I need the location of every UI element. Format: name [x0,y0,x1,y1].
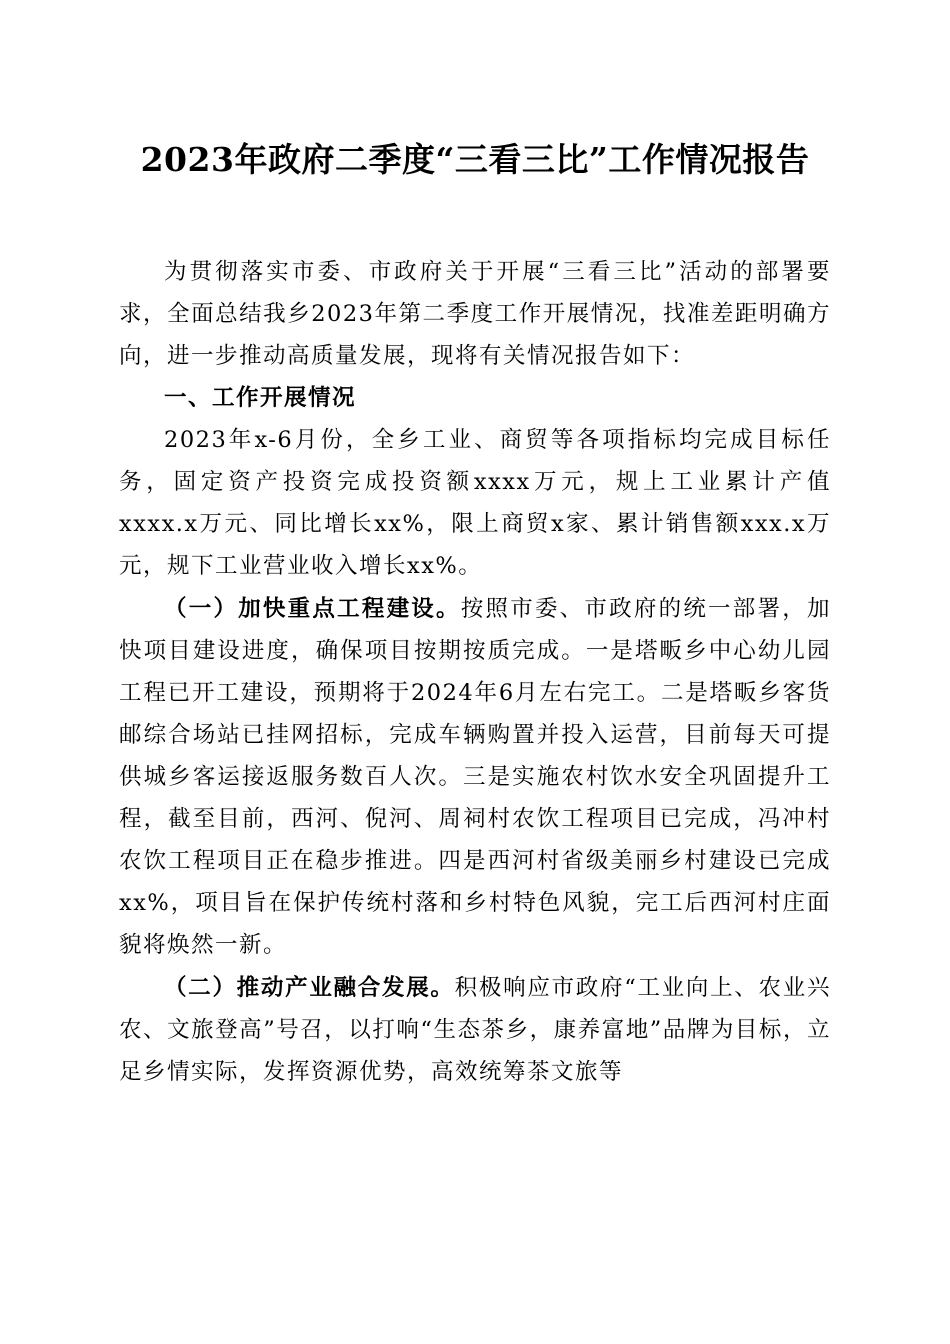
item-one-lead: （一）加快重点工程建设。 [164,596,461,622]
item-two-lead: （二）推动产业融合发展。 [164,975,455,1001]
document-body [119,251,831,1093]
item-one-paragraph [119,588,831,966]
intro-paragraph: 为贯彻落实市委、市政府关于开展“三看三比”活动的部署要求，全面总结我乡2023年第二季度工作开展情况，找准差距明确方向，进一步推动高质量发展，现将有关情况报告如下： [119,259,831,369]
section-heading: 一、工作开展情况 [164,385,357,411]
item-two-paragraph [119,967,831,1093]
summary-paragraph: 2023年x-6月份，全乡工业、商贸等各项指标均完成目标任务，固定资产投资完成投资额xxxx万元，规上工业累计产值xxxx.x万元、同比增长xx%，限上商贸x家、累计销售额xxx.x万元，规下工业营业收入增长xx%。 [119,427,831,579]
item-one-body: 按照市委、市政府的统一部署，加快项目建设进度，确保项目按期按质完成。一是塔畈乡中心幼儿园工程已开工建设，预期将于2024年6月左右完工。二是塔畈乡客货邮综合场站已挂网招标，完成车辆购置并投入运营，目前每天可提供城乡客运接返服务数百人次。三是实施农村饮水安全巩固提升工程，截至目前，西河、倪河、周祠村农饮工程项目已完成，冯冲村农饮工程项目正在稳步推进。四是西河村省级美丽乡村建设已完成xx%，项目旨在保护传统村落和乡村特色风貌，完工后西河村庄面貌将焕然一新。 [119,596,831,958]
document-title: 2023年政府二季度“三看三比”工作情况报告 [140,140,810,179]
item-two-body: 积极响应市政府“工业向上、农业兴农、文旅登高”号召，以打响“生态茶乡，康养富地”品牌为目标，立足乡情实际，发挥资源优势，高效统筹茶文旅等 [119,975,831,1085]
